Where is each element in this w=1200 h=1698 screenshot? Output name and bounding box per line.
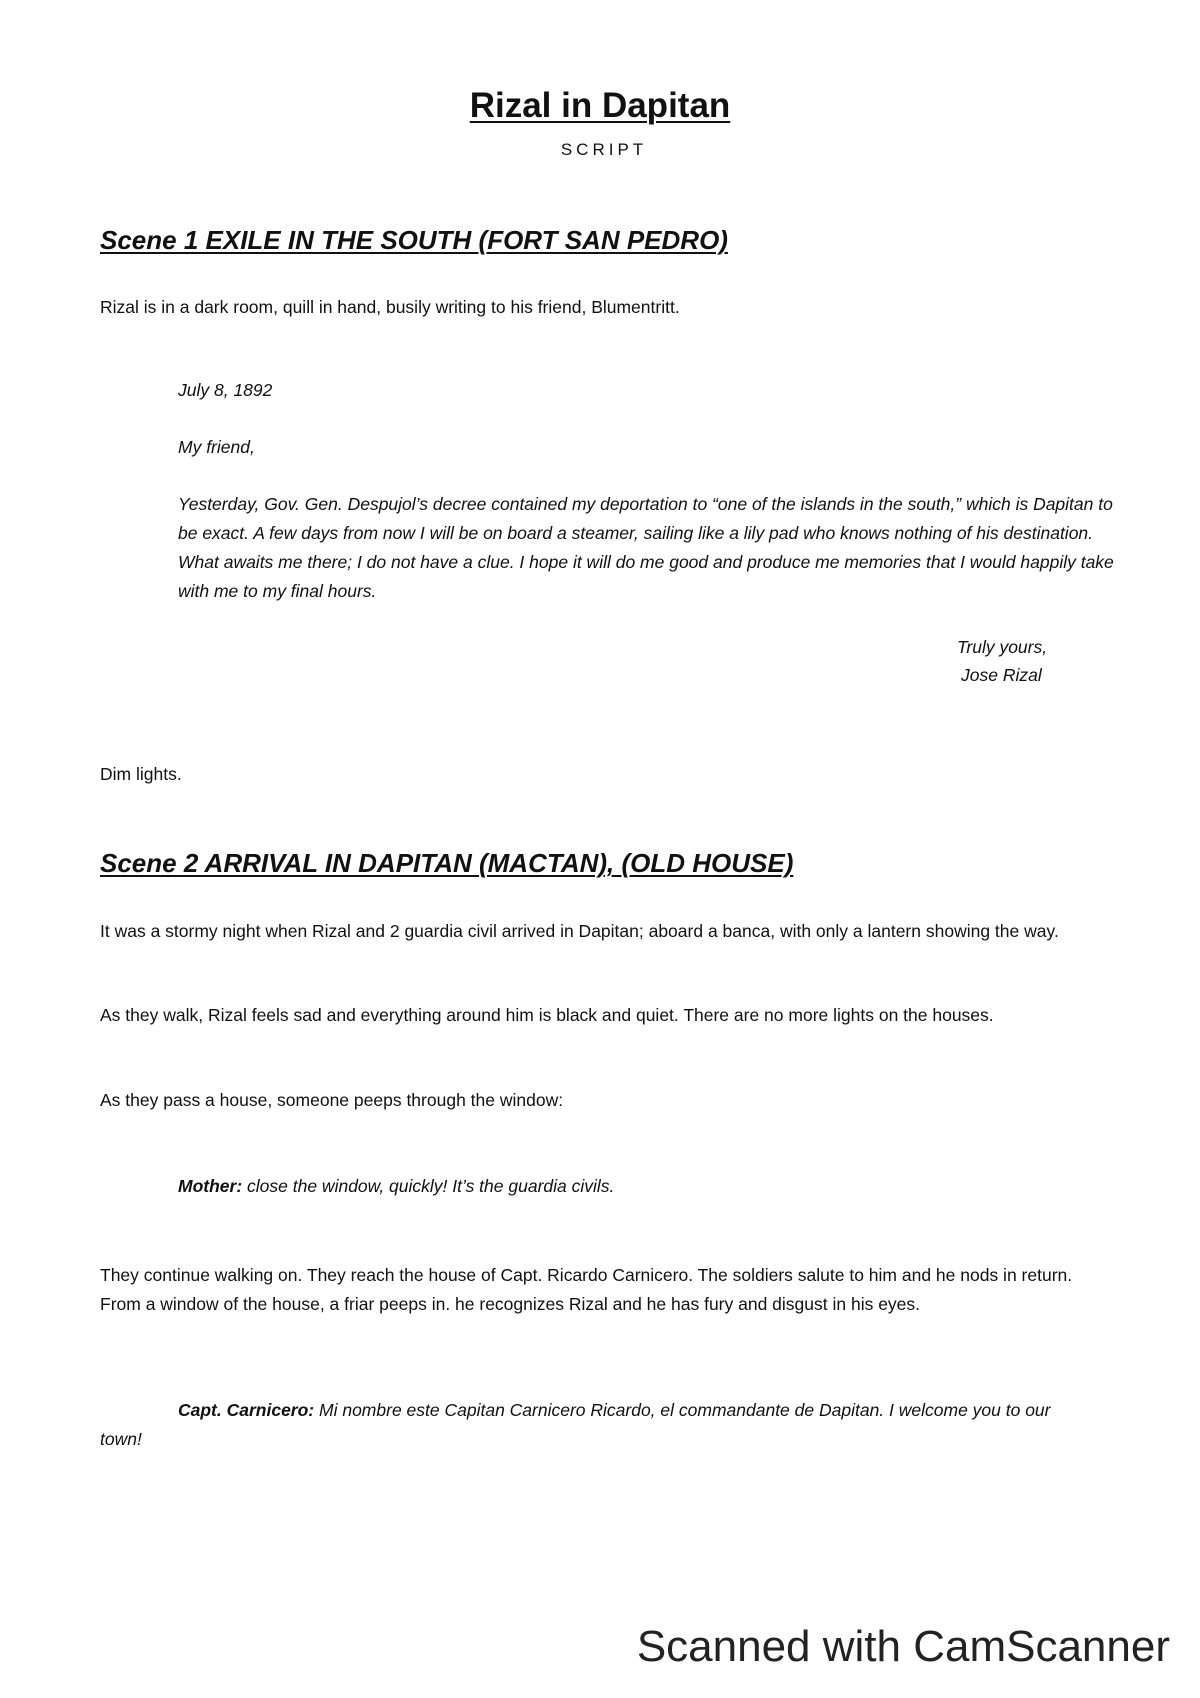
scene2-paragraph-2: As they walk, Rizal feels sad and everything around him is black and quiet. There are no more lights on the houses. xyxy=(100,1005,994,1025)
letter-date: July 8, 1892 xyxy=(178,380,273,400)
letter-signature: Jose Rizal xyxy=(961,665,1042,685)
document-subtitle: SCRIPT xyxy=(560,140,648,159)
letter-greeting: My friend, xyxy=(178,437,255,457)
scene2-paragraph-3: As they pass a house, someone peeps through the window: xyxy=(100,1090,564,1110)
letter-closing: Truly yours, xyxy=(957,637,1048,657)
dialogue-speaker: Capt. Carnicero: xyxy=(178,1400,315,1420)
document-title: Rizal in Dapitan xyxy=(469,86,731,125)
dialogue-carnicero xyxy=(100,1396,1060,1454)
letter-body: Yesterday, Gov. Gen. Despujol’s decree contained my deportation to “one of the islands in the south,” which is Dapitan to be exact. A few days from now I will be on board a steamer, sailing like a lily pad who knows nothing of his destination. What awaits me there; I do not have a clue. I hope it will do me good and produce me memories that I would happily take with me to my final hours. xyxy=(178,494,1114,601)
scene2-paragraph-4: They continue walking on. They reach the house of Capt. Ricardo Carnicero. The soldiers salute to him and he nods in return. From a window of the house, a friar peeps in. he recognizes Rizal and he has fury and disgust in his eyes. xyxy=(100,1265,1073,1314)
scene1-heading: Scene 1 EXILE IN THE SOUTH (FORT SAN PEDRO) xyxy=(100,225,728,255)
dialogue-speaker: Mother: xyxy=(178,1176,243,1196)
scene1-direction: Rizal is in a dark room, quill in hand, busily writing to his friend, Blumentritt. xyxy=(100,297,680,317)
camscanner-watermark: Scanned with CamScanner xyxy=(636,1622,1170,1671)
scene2-paragraph-1: It was a stormy night when Rizal and 2 guardia civil arrived in Dapitan; aboard a banca, with only a lantern showing the way. xyxy=(100,921,1059,941)
dialogue-mother xyxy=(178,1172,614,1201)
scene2-heading: Scene 2 ARRIVAL IN DAPITAN (MACTAN), (OLD HOUSE) xyxy=(100,848,794,878)
dialogue-line: close the window, quickly! It’s the guardia civils. xyxy=(247,1176,615,1196)
dialogue-line: Mi nombre este Capitan Carnicero Ricardo, el commandante de Dapitan. I welcome you to our town! xyxy=(100,1400,1051,1449)
scene1-end-direction: Dim lights. xyxy=(100,764,182,784)
